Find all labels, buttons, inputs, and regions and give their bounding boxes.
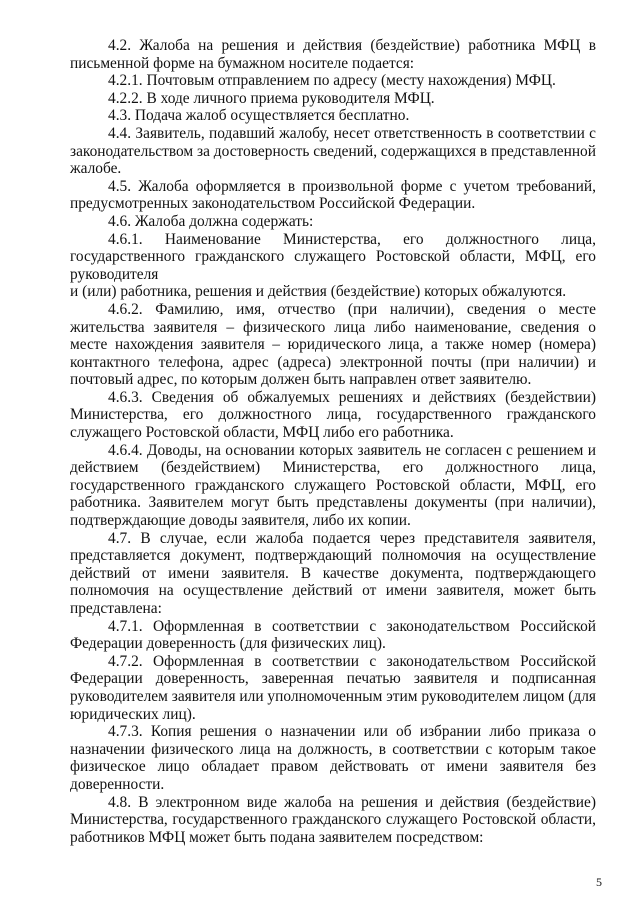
paragraph-4-2: 4.2. Жалоба на решения и действия (бездействие) работника МФЦ в письменной форме на бумажном носителе подается: bbox=[70, 37, 596, 72]
paragraph-4-6-1: 4.6.1. Наименование Министерства, его должностного лица, государственного гражданского служащего Ростовской области, МФЦ, его руководителя bbox=[70, 230, 596, 283]
paragraph-4-6-1-continuation: и (или) работника, решения и действия (бездействие) которых обжалуются. bbox=[70, 283, 567, 301]
paragraph-4-4: 4.4. Заявитель, подавший жалобу, несет ответственность в соответствии с законодательством за достоверность сведений, содержащихся в представленной жалобе. bbox=[70, 124, 596, 178]
paragraph-4-2-2: 4.2.2. В ходе личного приема руководителя МФЦ. bbox=[108, 89, 435, 107]
paragraph-4-2-1: 4.2.1. Почтовым отправлением по адресу (месту нахождения) МФЦ. bbox=[108, 72, 556, 90]
paragraph-4-7-3: 4.7.3. Копия решения о назначении или об избрании либо приказа о назначении физического лица на должность, в соответствии с которым такое физическое лицо обладает правом действовать от имени заявителя без доверенности. bbox=[70, 723, 596, 793]
page-number: 5 bbox=[596, 875, 602, 889]
paragraph-4-5: 4.5. Жалоба оформляется в произвольной форме с учетом требований, предусмотренных законодательством Российской Федерации. bbox=[70, 177, 596, 213]
paragraph-4-6: 4.6. Жалоба должна содержать: bbox=[108, 212, 314, 230]
paragraph-4-6-2: 4.6.2. Фамилию, имя, отчество (при наличии), сведения о месте жительства заявителя – физического лица либо наименование, сведения о месте нахождения заявителя – юридического лица, а также номер (номера) контактного телефона, адрес (адреса) электронной почты (при наличии) и почтовый адрес, по которым должен быть направлен ответ заявителю. bbox=[70, 300, 596, 389]
paragraph-4-6-4: 4.6.4. Доводы, на основании которых заявитель не согласен с решением и действием (бездействием) Министерства, его должностного лица, государственного гражданского служащего Ростовской области, МФЦ, его работника. Заявителем могут быть представлены документы (при наличии), подтверждающие доводы заявителя, либо их копии. bbox=[70, 441, 596, 530]
paragraph-4-3: 4.3. Подача жалоб осуществляется бесплатно. bbox=[108, 107, 410, 125]
paragraph-4-7: 4.7. В случае, если жалоба подается через представителя заявителя, представляется документ, подтверждающий полномочия на осуществление действий от имени заявителя. В качестве документа, подтверждающего полномочия на осуществление действий от имени заявителя, может быть представлена: bbox=[70, 529, 596, 617]
paragraph-4-7-1: 4.7.1. Оформленная в соответствии с законодательством Российской Федерации доверенность (для физических лиц). bbox=[70, 617, 596, 653]
paragraph-4-8: 4.8. В электронном виде жалоба на решения и действия (бездействие) Министерства, государственного гражданского служащего Ростовской области, работников МФЦ может быть подана заявителем посредством: bbox=[70, 793, 596, 846]
paragraph-4-7-2: 4.7.2. Оформленная в соответствии с законодательством Российской Федерации доверенность, заверенная печатью заявителя и подписанная руководителем заявителя или уполномоченным этим руководителем лицом (для юридических лиц). bbox=[70, 652, 596, 723]
document-body bbox=[70, 37, 596, 846]
paragraph-4-6-3: 4.6.3. Сведения об обжалуемых решениях и действиях (бездействии) Министерства, его должностного лица, государственного гражданского служащего Ростовской области, МФЦ либо его работника. bbox=[70, 388, 596, 442]
